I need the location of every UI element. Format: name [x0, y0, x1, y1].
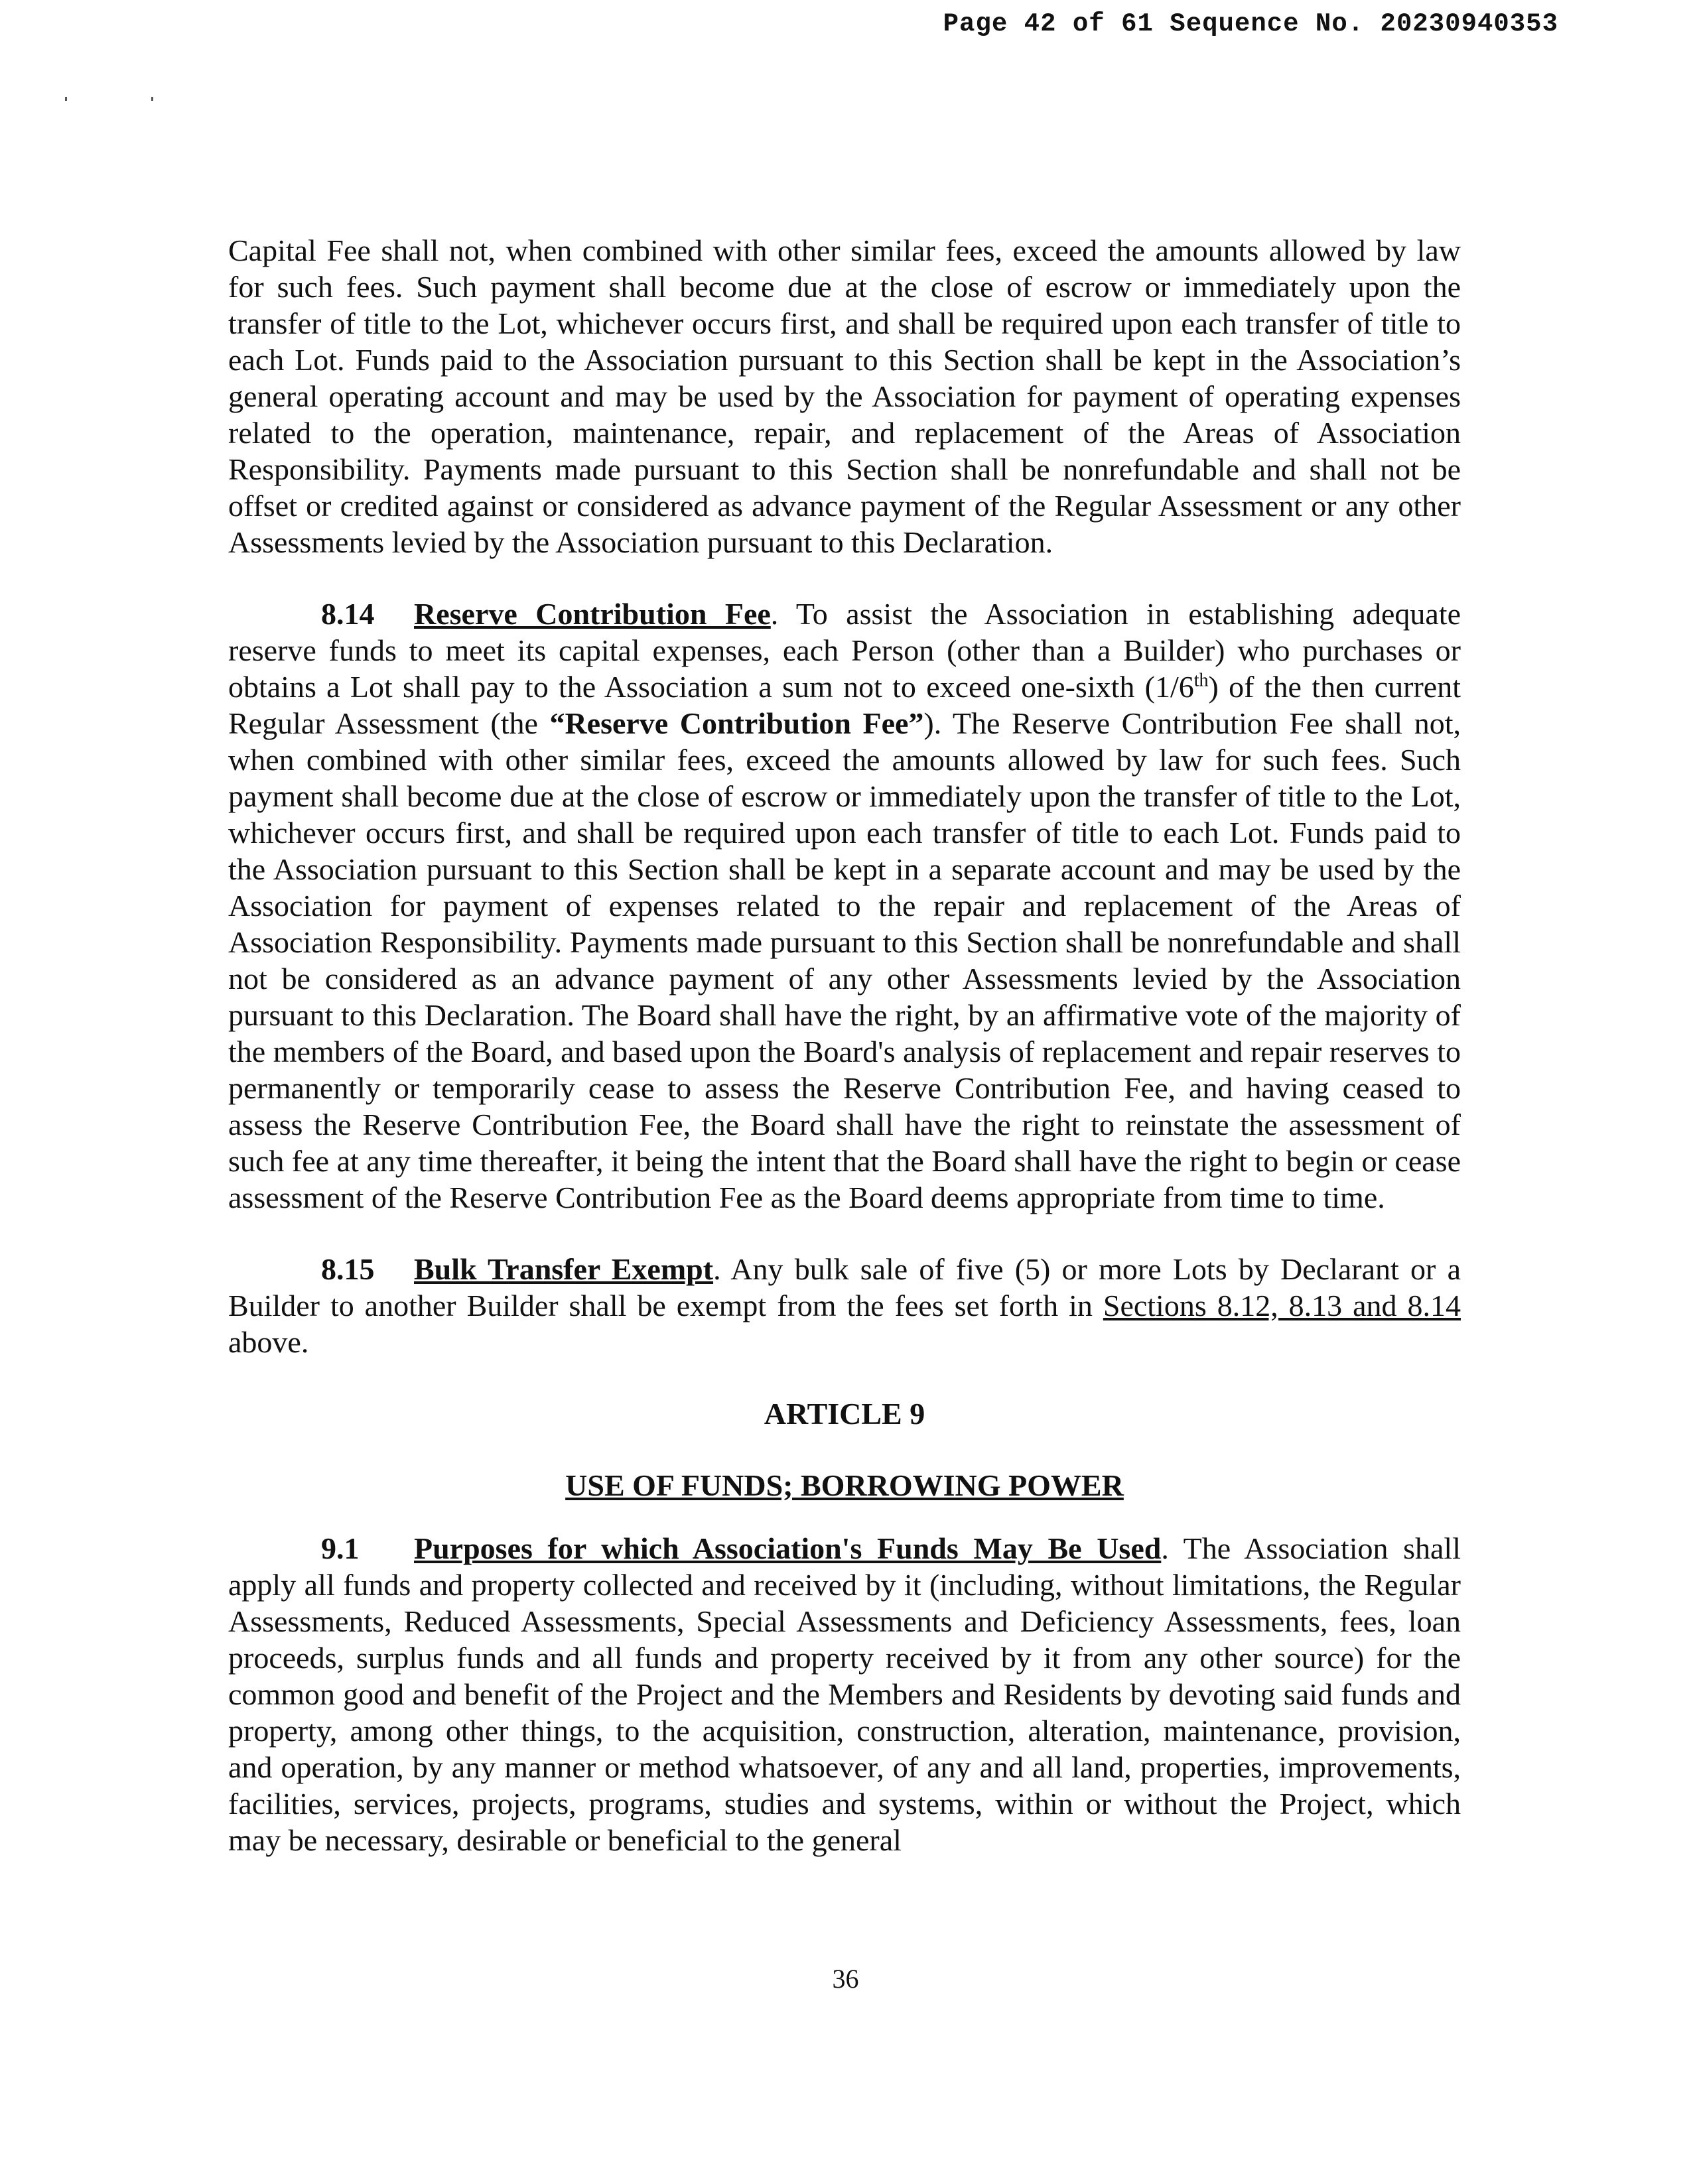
section-number: 8.15	[321, 1252, 375, 1286]
section-title-period: .	[1161, 1531, 1184, 1565]
section-title-period: .	[770, 597, 796, 631]
section-text: above.	[228, 1325, 309, 1359]
scan-speck	[65, 97, 67, 101]
section-title: Bulk Transfer Exempt	[414, 1252, 714, 1286]
section-9-1	[228, 1530, 1461, 1858]
defined-term: “Reserve Contribution Fee”	[549, 706, 924, 740]
scan-speck	[151, 97, 153, 101]
section-cross-reference: Sections 8.12, 8.13 and 8.14	[1103, 1289, 1461, 1322]
superscript-ordinal: th	[1193, 670, 1209, 691]
section-8-15	[228, 1251, 1461, 1360]
continuation-paragraph: Capital Fee shall not, when combined with other similar fees, exceed the amounts allowed by law for such fees. Such payment shall become due at the close of escrow or immediately upon the transfer of title to the Lot, whichever occurs first, and shall be required upon each transfer of title to each Lot. Funds paid to the Association pursuant to this Section shall be kept in the Association’s general operating account and may be used by the Association for payment of operating expenses related to the operation, maintenance, repair, and replacement of the Areas of Association Responsibility. Payments made pursuant to this Section shall be nonrefundable and shall not be offset or credited against or considered as advance payment of the Regular Assessment or any other Assessments levied by the Association pursuant to this Declaration.	[228, 233, 1461, 559]
article-title: USE OF FUNDS; BORROWING POWER	[565, 1468, 1124, 1502]
section-text: Any bulk sale of five (5) or more Lots by Declarant or a Builder to another Builder shall be exempt from the fees set forth in	[228, 1252, 1461, 1322]
section-title: Purposes for which Association's Funds May Be Used	[414, 1531, 1162, 1565]
section-title: Reserve Contribution Fee	[414, 597, 771, 631]
section-number: 9.1	[321, 1531, 360, 1565]
page-sequence-header: Page 42 of 61 Sequence No. 20230940353	[943, 9, 1558, 38]
section-text: To assist the Association in establishing adequate reserve funds to meet its capital expenses, each Person (other than a Builder) who purchases or obtains a Lot shall pay to the Association a sum not to exceed one-sixth (1/6	[228, 597, 1461, 704]
section-text: ) of the then current Regular Assessment (the	[228, 670, 1461, 740]
section-text: The Association shall apply all funds and property collected and received by it (including, without limitations, the Regular Assessments, Reduced Assessments, Special Assessments and Deficiency Assessments, fees, loan proceeds, surplus funds and all funds and property received by it from any other source) for the common good and benefit of the Project and the Members and Residents by devoting said funds and property, among other things, to the acquisition, construction, alteration, maintenance, provision, and operation, by any manner or method whatsoever, of any and all land, properties, improvements, facilities, services, projects, programs, studies and systems, within or without the Project, which may be necessary, desirable or beneficial to the general	[228, 1531, 1461, 1857]
section-title-period: .	[713, 1252, 731, 1286]
section-number: 8.14	[321, 597, 375, 631]
document-body	[228, 232, 1461, 1894]
section-text: ). The Reserve Contribution Fee shall not, when combined with other similar fees, exceed the amounts allowed by law for such fees. Such payment shall become due at the close of escrow or immediately upon the transfer of title to the Lot, whichever occurs first, and shall be required upon each transfer of title to each Lot. Funds paid to the Association pursuant to this Section shall be kept in a separate account and may be used by the Association for payment of expenses related to the repair and replacement of the Areas of Association Responsibility. Payments made pursuant to this Section shall be nonrefundable and shall not be considered as an advance payment of any other Assessments levied by the Association pursuant to this Declaration. The Board shall have the right, by an affirmative vote of the majority of the members of the Board, and based upon the Board's analysis of replacement and repair reserves to permanently or temporarily cease to assess the Reserve Contribution Fee, and having ceased to assess the Reserve Contribution Fee, the Board shall have the right to reinstate the assessment of such fee at any time thereafter, it being the intent that the Board shall have the right to begin or cease assessment of the Reserve Contribution Fee as the Board deems appropriate from time to time.	[228, 706, 1461, 1214]
section-8-14	[228, 596, 1461, 1216]
article-heading: ARTICLE 9	[764, 1397, 925, 1431]
page-number: 36	[832, 1964, 859, 1994]
